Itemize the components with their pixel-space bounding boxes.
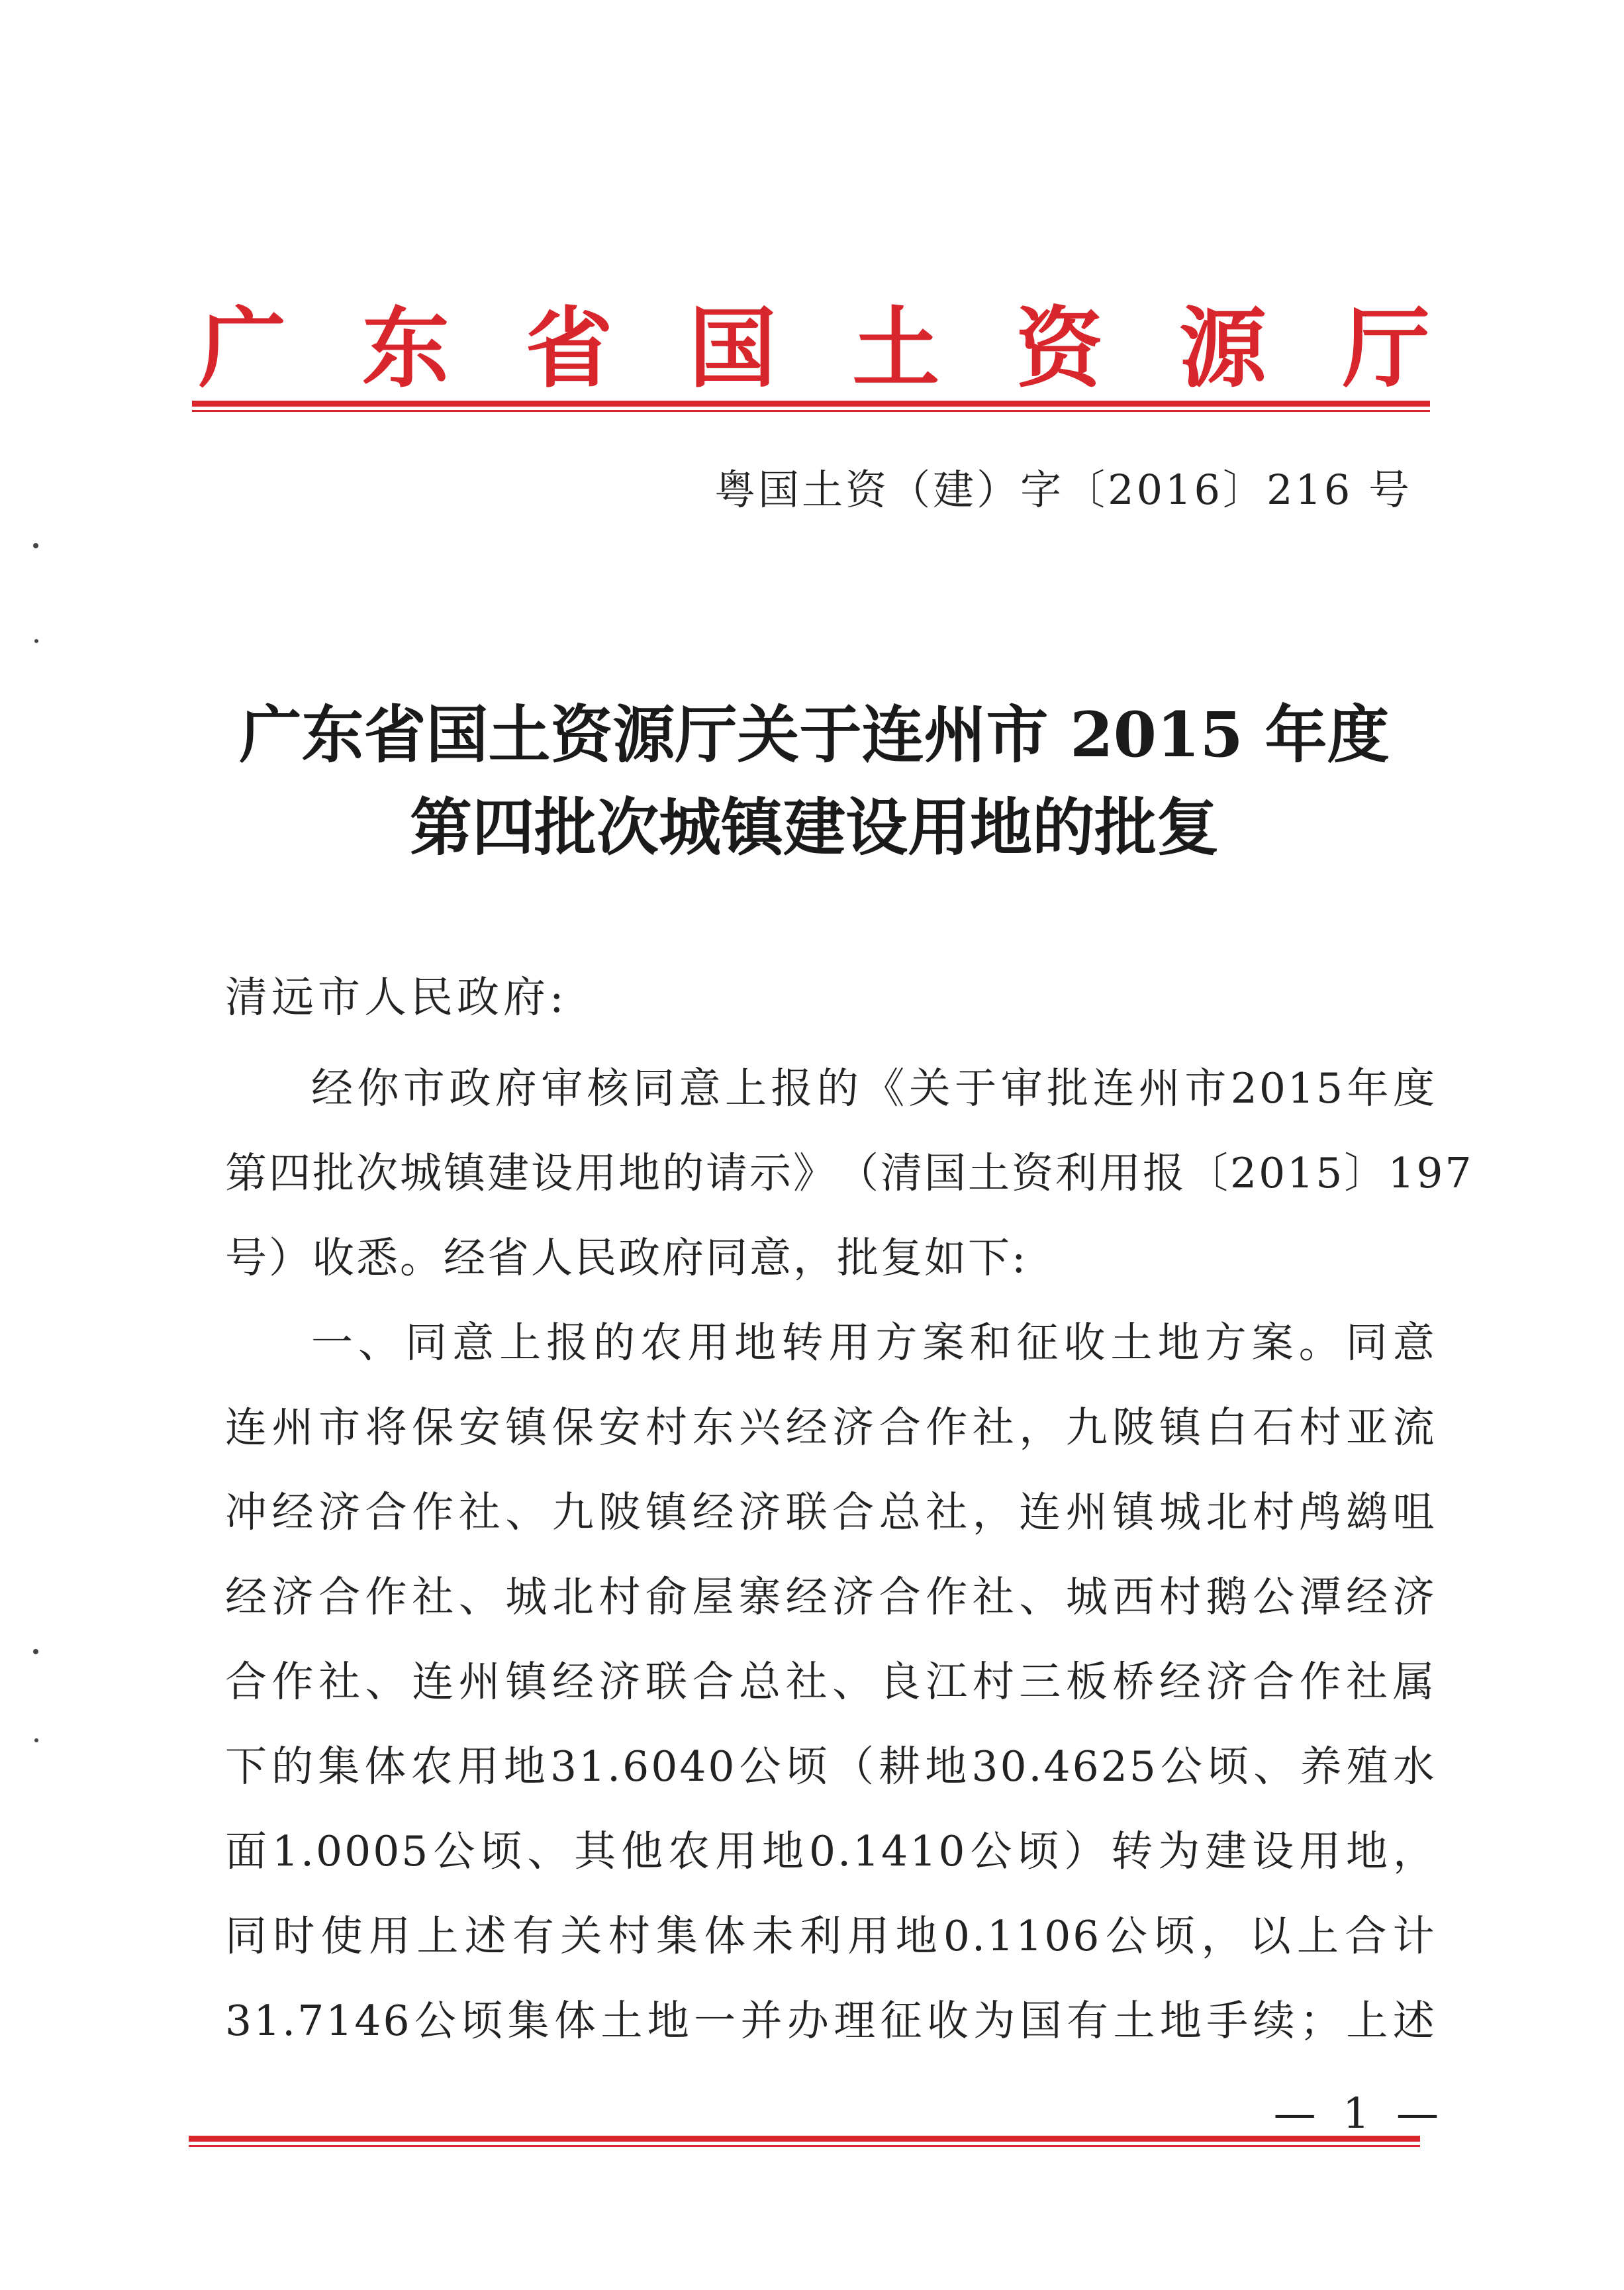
title-line-2: 第四批次城镇建设用地的批复 (409, 791, 1219, 864)
agency-char: 资 (1016, 297, 1104, 400)
agency-char: 国 (689, 297, 777, 400)
body-line: 经 你 市 政 府 审 核 同 意 上 报 的 《 关 于 审 批 连 州 市 2015 年 度 (311, 1064, 1437, 1113)
body-line: 经 济 合 作 社 、 城 北 村 俞 屋 寨 经 济 合 作 社 、 城 西 村 鹅 公 潭 经 济 (225, 1573, 1437, 1621)
page-number: — 1 — (1273, 2089, 1445, 2138)
addressee: 清远市人民政府: (225, 973, 568, 1022)
scan-speck (33, 543, 38, 548)
scan-speck (34, 639, 38, 643)
agency-char: 省 (525, 297, 613, 400)
footer-divider (189, 2136, 1420, 2147)
header-divider (192, 401, 1430, 412)
agency-char: 土 (852, 297, 940, 400)
agency-char: 东 (361, 297, 450, 400)
scan-speck (34, 1738, 38, 1742)
body-line: 一 、 同 意 上 报 的 农 用 地 转 用 方 案 和 征 收 土 地 方 案 。 同 意 (311, 1319, 1437, 1367)
body-line: 第 四 批 次 城 镇 建 设 用 地 的 请 示 》 （ 清 国 土 资 利 用 报 〔 2015 〕 197 (225, 1149, 1474, 1197)
body-line: 面 1.0005 公 顷 、 其 他 农 用 地 0.1410 公 顷 ） 转 为 建 设 用 地 ， (225, 1827, 1437, 1875)
agency-header (199, 278, 1430, 404)
agency-char: 广 (199, 297, 286, 400)
agency-char: 厅 (1342, 297, 1430, 400)
scan-speck (33, 1649, 38, 1654)
document-title (199, 689, 1430, 874)
body-line: 下 的 集 体 农 用 地 31.6040 公 顷 （ 耕 地 30.4625 公 顷 、 养 殖 水 (225, 1742, 1437, 1791)
body-line: 冲 经 济 合 作 社 、 九 陂 镇 经 济 联 合 总 社 ， 连 州 镇 城 北 村 鸬 鹚 咀 (225, 1488, 1437, 1536)
body-text (225, 1046, 1474, 2064)
body-line: 号）收悉。经省人民政府同意，批复如下: (225, 1234, 1028, 1282)
body-line: 连 州 市 将 保 安 镇 保 安 村 东 兴 经 济 合 作 社 ， 九 陂 镇 白 石 村 亚 流 (225, 1403, 1437, 1452)
body-line: 同 时 使 用 上 述 有 关 村 集 体 未 利 用 地 0.1106 公 顷 ， 以 上 合 计 (225, 1912, 1437, 1960)
body-line: 31.7146 公 顷 集 体 土 地 一 并 办 理 征 收 为 国 有 土 地 手 续 ； 上 述 (225, 1997, 1437, 2045)
document-number: 粤国土资（建）字〔2016〕216 号 (714, 466, 1412, 514)
title-line-1: 广东省国土资源厅关于连州市 2015 年度 (239, 699, 1390, 772)
agency-char: 源 (1179, 297, 1267, 400)
body-line: 合 作 社 、 连 州 镇 经 济 联 合 总 社 、 良 江 村 三 板 桥 经 济 合 作 社 属 (225, 1658, 1437, 1706)
